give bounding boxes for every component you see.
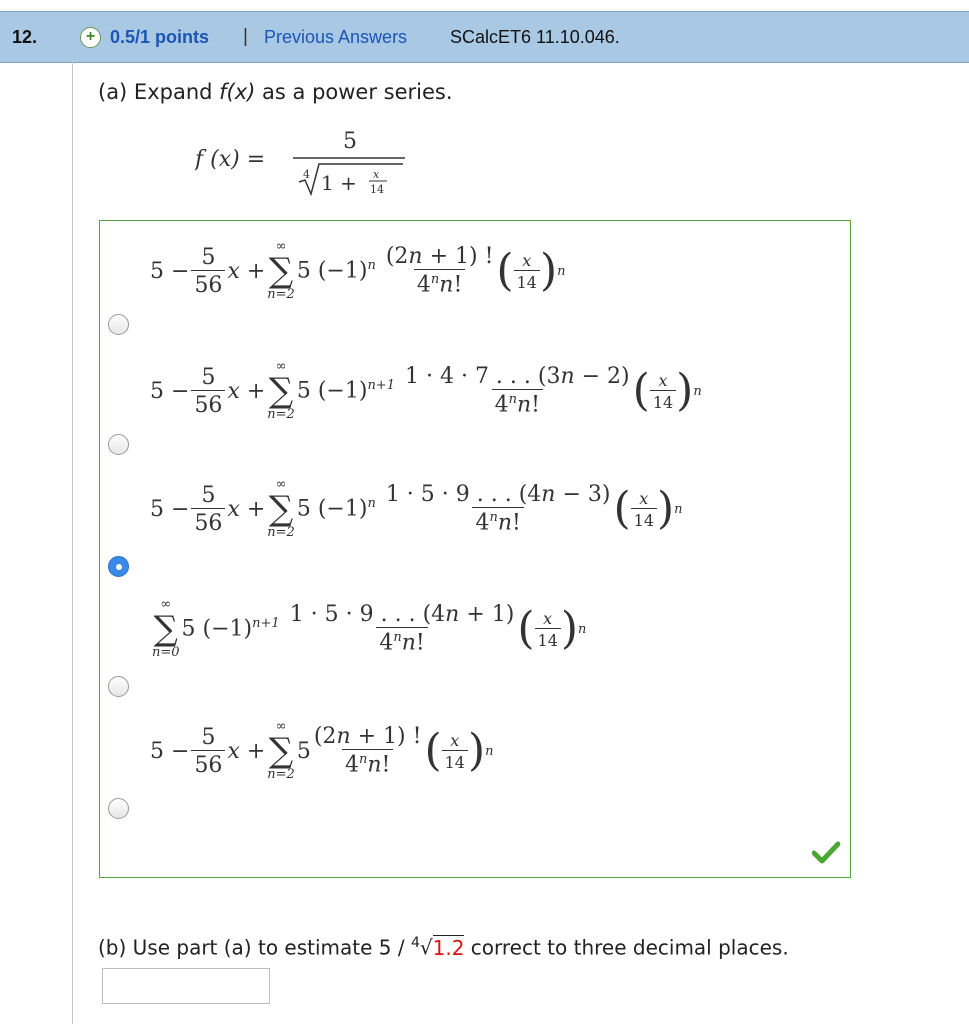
option-3-radio[interactable]: [108, 556, 129, 577]
function-root-index: 4: [303, 168, 310, 181]
svg-text:14: 14: [370, 183, 384, 196]
option-5-expression[interactable]: 5 − $\frac{5}{56}$ x + ∞ ∑ n=2 5 $\frac{(2n + 1) !}{4^nn!}$ ( $\frac{x}{14}$ ) n: [150, 719, 494, 782]
plus-icon[interactable]: +: [80, 27, 101, 48]
part-b-root-index: 4: [410, 935, 420, 951]
option-1-radio[interactable]: [108, 314, 129, 335]
part-b-answer-input[interactable]: [102, 968, 270, 1004]
function-numerator: 5: [343, 129, 357, 154]
option-5-radio[interactable]: [108, 798, 129, 819]
question-header: [0, 11, 969, 63]
problem-reference: SCalcET6 11.10.046.: [450, 27, 620, 47]
function-radicand: 1 +: [321, 171, 357, 195]
part-b-prompt: [98, 935, 789, 960]
option-1-expression[interactable]: 5 − $\frac{5}{56}$ x + ∞ ∑ n=2 5 $(-1)^n$ $\frac{(2n + 1) !}{4^nn!}$ ( $\frac{x}{14}$ ) n: [150, 239, 566, 302]
part-a-prompt: [98, 80, 453, 104]
option-4-radio[interactable]: [108, 676, 129, 697]
previous-answers-link[interactable]: Previous Answers: [264, 27, 408, 47]
part-a-prefix: (a) Expand: [98, 80, 220, 104]
checkmark-icon: [812, 840, 840, 864]
svg-text:x: x: [373, 168, 380, 181]
option-2-expression[interactable]: 5 − $\frac{5}{56}$ x + ∞ ∑ n=2 5 $(-1)^{n+1}$ $\frac{1 \cdot 4 \cdot 7 . . . (3n - 2)}{4^nn!}$ ( $\frac{x}{14}$ ) n: [150, 359, 702, 422]
part-a-fx: f(x): [219, 80, 256, 104]
option-4-expression[interactable]: ∞ ∑ n=0 5 $(-1)^{n+1}$ $\frac{1 \cdot 5 \cdot 9 . . . (4n + 1)}{4^nn!}$ ( $\frac{x}{14}$ ) n: [152, 597, 587, 660]
function-definition: [195, 122, 425, 197]
content-left-border: [72, 62, 73, 1024]
part-b-radicand: 1.2: [432, 935, 465, 960]
header-separator: |: [243, 26, 248, 47]
part-b-prefix: (b) Use part (a) to estimate 5 /: [98, 935, 411, 960]
score-points: 0.5/1 points: [110, 27, 210, 47]
part-a-suffix: as a power series.: [255, 80, 453, 104]
option-3-expression[interactable]: 5 − $\frac{5}{56}$ x + ∞ ∑ n=2 5 $(-1)^n$ $\frac{1 \cdot 5 \cdot 9 . . . (4n - 3)}{4^nn!}$ ( $\frac{x}{14}$ ) n: [150, 477, 683, 540]
function-lhs: f (x) =: [195, 147, 266, 172]
part-b-suffix: correct to three decimal places.: [464, 935, 789, 960]
question-number: 12.: [12, 27, 38, 47]
option-2-radio[interactable]: [108, 434, 129, 455]
radical-sign-icon: √: [419, 935, 433, 960]
